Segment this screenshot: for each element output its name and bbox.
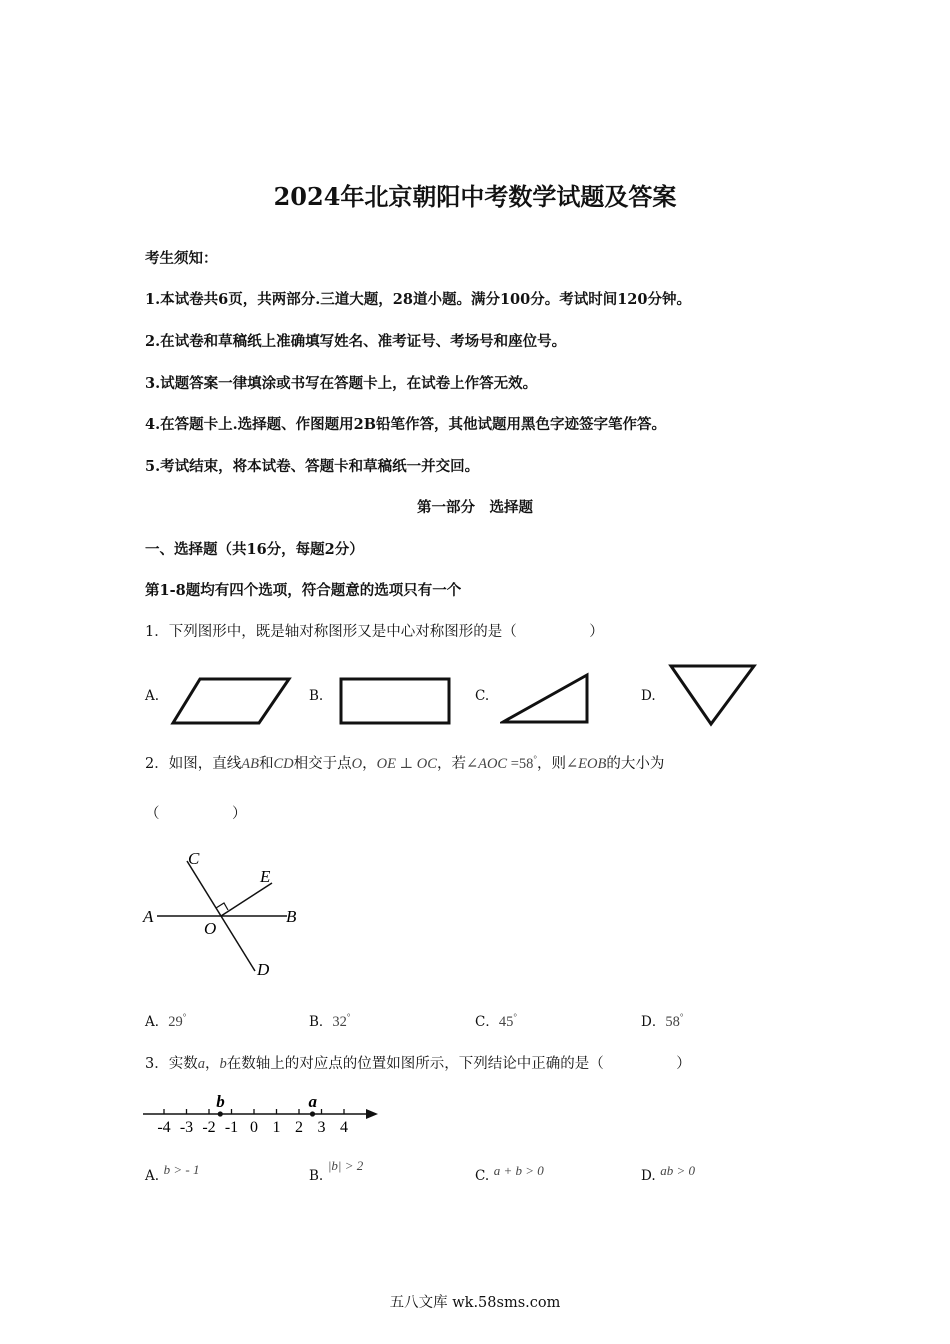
footer-watermark: 五八文库 wk.58sms.com	[389, 1295, 561, 1311]
option-value: 29	[168, 1014, 183, 1030]
q3-number-line	[140, 1090, 390, 1140]
degree-sign: °	[346, 1012, 351, 1022]
number-line-tick-label: -3	[179, 1119, 194, 1136]
parallelogram-figure	[170, 676, 292, 726]
axis-arrow-icon	[366, 1109, 378, 1119]
notice-item: 5.考试结束，将本试卷、答题卡和草稿纸一并交回。	[145, 458, 480, 475]
option-expr: |b| > 2	[327, 1158, 364, 1173]
right-triangle-figure	[500, 672, 592, 726]
section-note: 第1-8题均有四个选项，符合题意的选项只有一个	[145, 582, 462, 599]
option-value: 32	[332, 1014, 347, 1030]
number-line-tick-label: -2	[202, 1119, 216, 1136]
q2-stem-text: ，若	[436, 756, 466, 772]
q2-intersecting-lines-figure	[140, 845, 310, 985]
option-value: 45	[498, 1014, 514, 1030]
point-a	[310, 1111, 315, 1116]
option-label: A．	[145, 1014, 169, 1030]
number-line-tick-label: 4	[340, 1119, 348, 1136]
label-e: E	[260, 867, 271, 886]
label-c: C	[188, 849, 200, 868]
q2-option-b	[309, 1010, 351, 1031]
notice-item: 2.在试卷和草稿纸上准确填写姓名、准考证号、考场号和座位号。	[145, 333, 567, 350]
degree-sign: °	[679, 1012, 684, 1022]
q3-option-b	[309, 1158, 364, 1184]
inverted-triangle-figure	[668, 663, 758, 728]
q2-stem-text: 相交于点	[293, 756, 352, 772]
option-label: D.	[641, 1168, 656, 1184]
q2-math-ab: AB	[241, 756, 259, 772]
q3-stem-text: ，	[204, 1056, 220, 1072]
label-b: B	[286, 907, 297, 926]
right-angle-mark	[216, 903, 228, 910]
q1-option-d-label: D.	[641, 688, 656, 704]
option-label: D．	[641, 1014, 666, 1030]
q3-math-b: b	[219, 1056, 227, 1072]
part-heading: 第一部分 选择题	[417, 499, 533, 516]
option-label: A.	[145, 1168, 160, 1184]
point-a-label: a	[308, 1092, 317, 1111]
degree-sign: °	[182, 1012, 187, 1022]
q2-math-angle-eob: ∠EOB	[566, 756, 607, 772]
q2-stem	[145, 752, 664, 773]
q2-stem-text: ，	[362, 756, 377, 772]
option-value: 58	[665, 1014, 680, 1030]
q2-math-o: O	[351, 756, 363, 772]
q1-option-c-label: C.	[475, 688, 490, 704]
q3-option-c	[475, 1163, 544, 1184]
q2-math-cd: CD	[273, 756, 294, 772]
q3-math-a: a	[197, 1056, 205, 1072]
option-label: B.	[309, 1168, 324, 1184]
number-line-tick-label: -1	[224, 1119, 239, 1136]
number-line-tick-label: 3	[317, 1119, 326, 1136]
q3-option-a	[145, 1162, 200, 1184]
q2-stem-text: 的大小为	[606, 756, 665, 772]
q2-stem-text: ，则	[537, 756, 567, 772]
q2-math-angle-aoc: ∠AOC	[465, 756, 508, 772]
notice-item: 4.在答题卡上.选择题、作图题用2B铅笔作答，其他试题用黑色字迹签字笔作答。	[145, 416, 667, 433]
q1-stem: 1．下列图形中，既是轴对称图形又是中心对称图形的是（ ）	[145, 624, 604, 640]
option-expr: b > - 1	[163, 1162, 200, 1177]
notice-heading: 考生须知：	[145, 250, 218, 267]
ray-oe	[221, 883, 272, 916]
rectangle-figure	[338, 676, 452, 726]
q2-option-d	[641, 1010, 683, 1031]
number-line-tick-label: 1	[272, 1119, 281, 1136]
degree-sign: °	[513, 1012, 517, 1022]
label-o: O	[204, 919, 217, 938]
label-d: D	[257, 960, 270, 979]
option-label: B．	[309, 1014, 333, 1030]
point-b	[218, 1111, 223, 1116]
q3-option-d	[641, 1163, 696, 1184]
notice-item: 3.试题答案一律填涂或书写在答题卡上，在试卷上作答无效。	[145, 375, 538, 392]
label-a: A	[143, 907, 154, 926]
option-expr: ab > 0	[660, 1163, 696, 1178]
degree-sign: °	[533, 754, 538, 764]
number-line-tick-label: -4	[157, 1119, 171, 1136]
q2-option-a	[145, 1010, 186, 1031]
q3-stem-text: 在数轴上的对应点的位置如图所示，下列结论中正确的是（ ）	[226, 1056, 691, 1072]
q3-stem	[145, 1052, 691, 1073]
q3-stem-text: 3．实数	[145, 1056, 198, 1072]
q2-stem-text: 和	[258, 756, 274, 772]
q1-option-a-label: A.	[145, 688, 160, 704]
section-heading: 一、选择题（共16分，每题2分）	[145, 541, 364, 558]
q2-math-58: =58	[507, 756, 534, 772]
q2-math-oe-perp-oc: OE ⊥ OC	[376, 756, 437, 772]
q2-option-c	[475, 1010, 517, 1031]
option-label: C．	[475, 1014, 499, 1030]
notice-item: 1.本试卷共6页，共两部分.三道大题，28道小题。满分100分。考试时间120分钟。	[145, 291, 691, 308]
q1-option-b-label: B.	[309, 688, 324, 704]
q2-answer-paren: （ ）	[145, 806, 247, 822]
number-line-tick-label: 0	[250, 1119, 258, 1136]
option-expr: a + b > 0	[493, 1163, 544, 1178]
q2-stem-text: 2．如图，直线	[145, 756, 242, 772]
page-title: 2024年北京朝阳中考数学试题及答案	[273, 182, 677, 211]
option-label: C.	[475, 1168, 490, 1184]
point-b-label: b	[216, 1092, 225, 1111]
number-line-tick-label: 2	[295, 1119, 303, 1136]
